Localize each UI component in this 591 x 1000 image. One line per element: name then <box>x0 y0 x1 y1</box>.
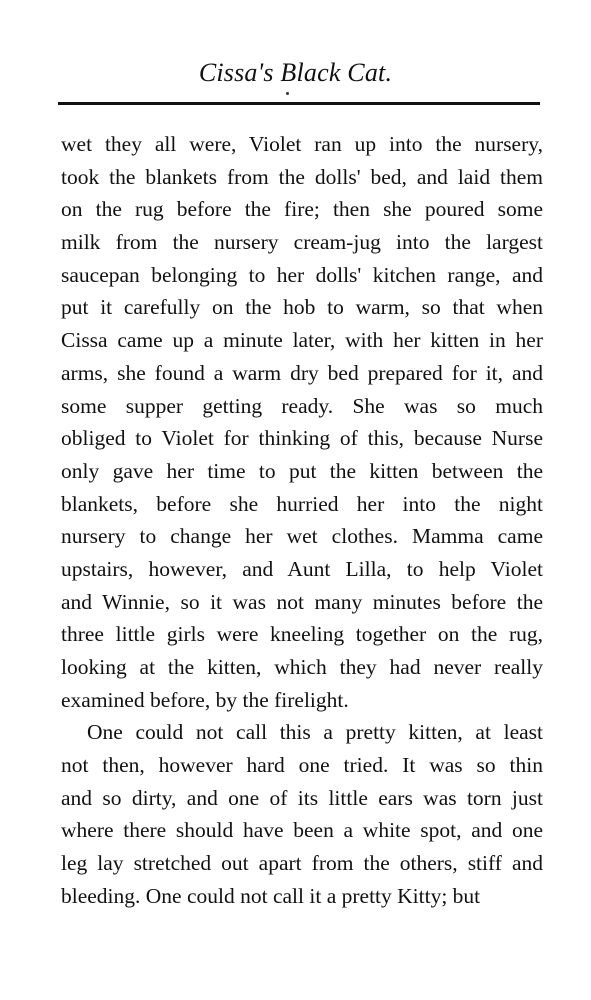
text-line: and so dirty, and one of its little ears was torn just <box>61 785 543 810</box>
text-line: took the blankets from the dolls' bed, and laid them <box>61 164 543 189</box>
running-title: Cissa's Black Cat. <box>198 58 393 87</box>
text-line: arms, she found a warm dry bed prepared for it, and <box>61 360 543 385</box>
text-line: One could not call this a pretty kitten, at least <box>87 720 543 745</box>
text-line: not then, however hard one tried. It was so thin <box>61 753 543 778</box>
text-line: only gave her time to put the kitten between the <box>61 458 543 483</box>
text-line: on the rug before the fire; then she poured some <box>61 197 543 222</box>
text-line: saucepan belonging to her dolls' kitchen range, and <box>61 262 543 287</box>
paragraph <box>61 128 543 716</box>
text-line: bleeding. One could not call it a pretty Kitty; but <box>61 883 481 908</box>
text-line: examined before, by the firelight. <box>61 687 349 712</box>
text-line: upstairs, however, and Aunt Lilla, to help Violet <box>61 556 543 581</box>
text-line: looking at the kitten, which they had never really <box>61 655 543 679</box>
text-line: blankets, before she hurried her into the night <box>61 491 543 516</box>
header-mark <box>286 92 289 95</box>
text-line: leg lay stretched out apart from the others, stiff and <box>61 851 543 876</box>
paragraph <box>61 716 543 912</box>
text-line: where there should have been a white spot, and one <box>61 818 543 843</box>
text-line: and Winnie, so it was not many minutes before the <box>61 589 543 614</box>
text-line: nursery to change her wet clothes. Mamma came <box>61 524 543 549</box>
text-line: put it carefully on the hob to warm, so that when <box>61 295 543 320</box>
body-text <box>61 128 543 913</box>
text-line: wet they all were, Violet ran up into the nursery, <box>61 132 543 156</box>
text-line: Cissa came up a minute later, with her kitten in her <box>61 328 543 353</box>
header-rule <box>58 102 540 105</box>
text-line: milk from the nursery cream-jug into the largest <box>61 230 543 255</box>
text-line: three little girls were kneeling together on the rug, <box>61 622 543 647</box>
text-line: obliged to Violet for thinking of this, because Nurse <box>61 426 543 451</box>
text-line: some supper getting ready. She was so much <box>61 393 543 418</box>
